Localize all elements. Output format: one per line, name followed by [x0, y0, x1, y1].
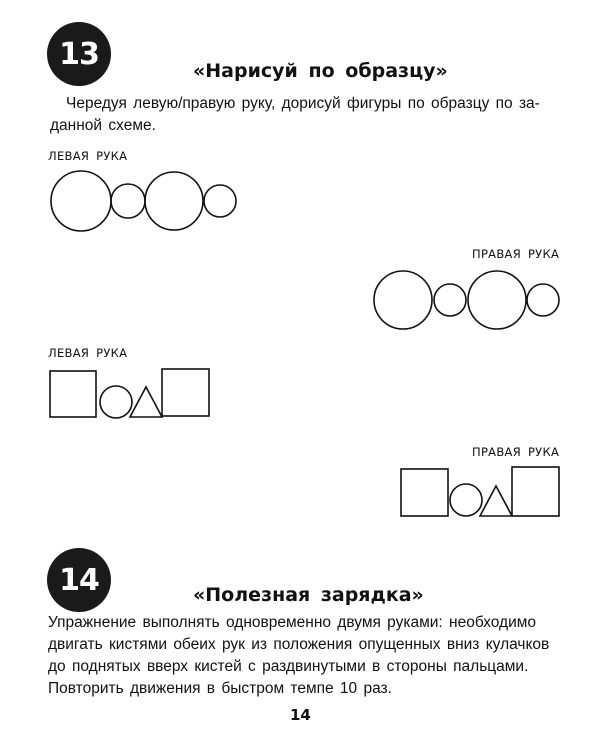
triangle: [130, 387, 162, 417]
large-circle: [145, 172, 203, 230]
task-14-text-line-4: Повторить движения в быстром темпе 10 раз.: [48, 680, 392, 697]
row-1-pattern: [48, 168, 248, 234]
large-circle: [51, 171, 111, 231]
task-13-instruction-line-1: Чередуя левую/правую руку, дорисуй фигуры по образцу по за-: [66, 95, 540, 112]
row-4-pattern: [399, 464, 565, 520]
row-1-hand-label: ЛЕВАЯ РУКА: [48, 149, 128, 163]
row-3-hand-label: ЛЕВАЯ РУКА: [48, 346, 128, 360]
small-circle: [111, 184, 145, 218]
small-circle: [434, 284, 466, 316]
large-circle: [374, 271, 432, 329]
task-14-number-badge: [47, 548, 111, 612]
task-14-text-line-2: двигать кистями обеих рук из положения опущенных вниз кулачков: [48, 636, 550, 653]
row-2-hand-label: ПРАВАЯ РУКА: [472, 247, 560, 261]
page-number: 14: [290, 706, 311, 724]
task-14-number: 14: [59, 562, 99, 598]
small-circle: [204, 185, 236, 217]
triangle: [480, 486, 512, 516]
task-13-number-badge: [47, 22, 111, 86]
small-circle: [527, 284, 559, 316]
task-14-text-line-1: Упражнение выполнять одновременно двумя руками: необходимо: [48, 614, 537, 631]
row-2-pattern: [372, 267, 564, 333]
large-circle: [468, 271, 526, 329]
circle: [450, 484, 482, 516]
task-14-text-line-3: до поднятых вверх кистей с раздвинутыми в стороны пальцами.: [48, 658, 529, 675]
task-13-title: «Нарисуй по образцу»: [193, 60, 448, 82]
row-3-pattern: [48, 366, 214, 422]
square: [162, 369, 209, 416]
task-14-text: [48, 612, 568, 700]
circle: [100, 386, 132, 418]
task-13-instruction: [50, 93, 566, 137]
task-14-title: «Полезная зарядка»: [193, 584, 424, 606]
square: [401, 469, 448, 516]
square: [50, 371, 96, 417]
task-13-instruction-line-2: данной схеме.: [50, 117, 156, 134]
task-13-number: 13: [59, 36, 99, 72]
row-4-hand-label: ПРАВАЯ РУКА: [472, 445, 560, 459]
square: [512, 467, 559, 516]
